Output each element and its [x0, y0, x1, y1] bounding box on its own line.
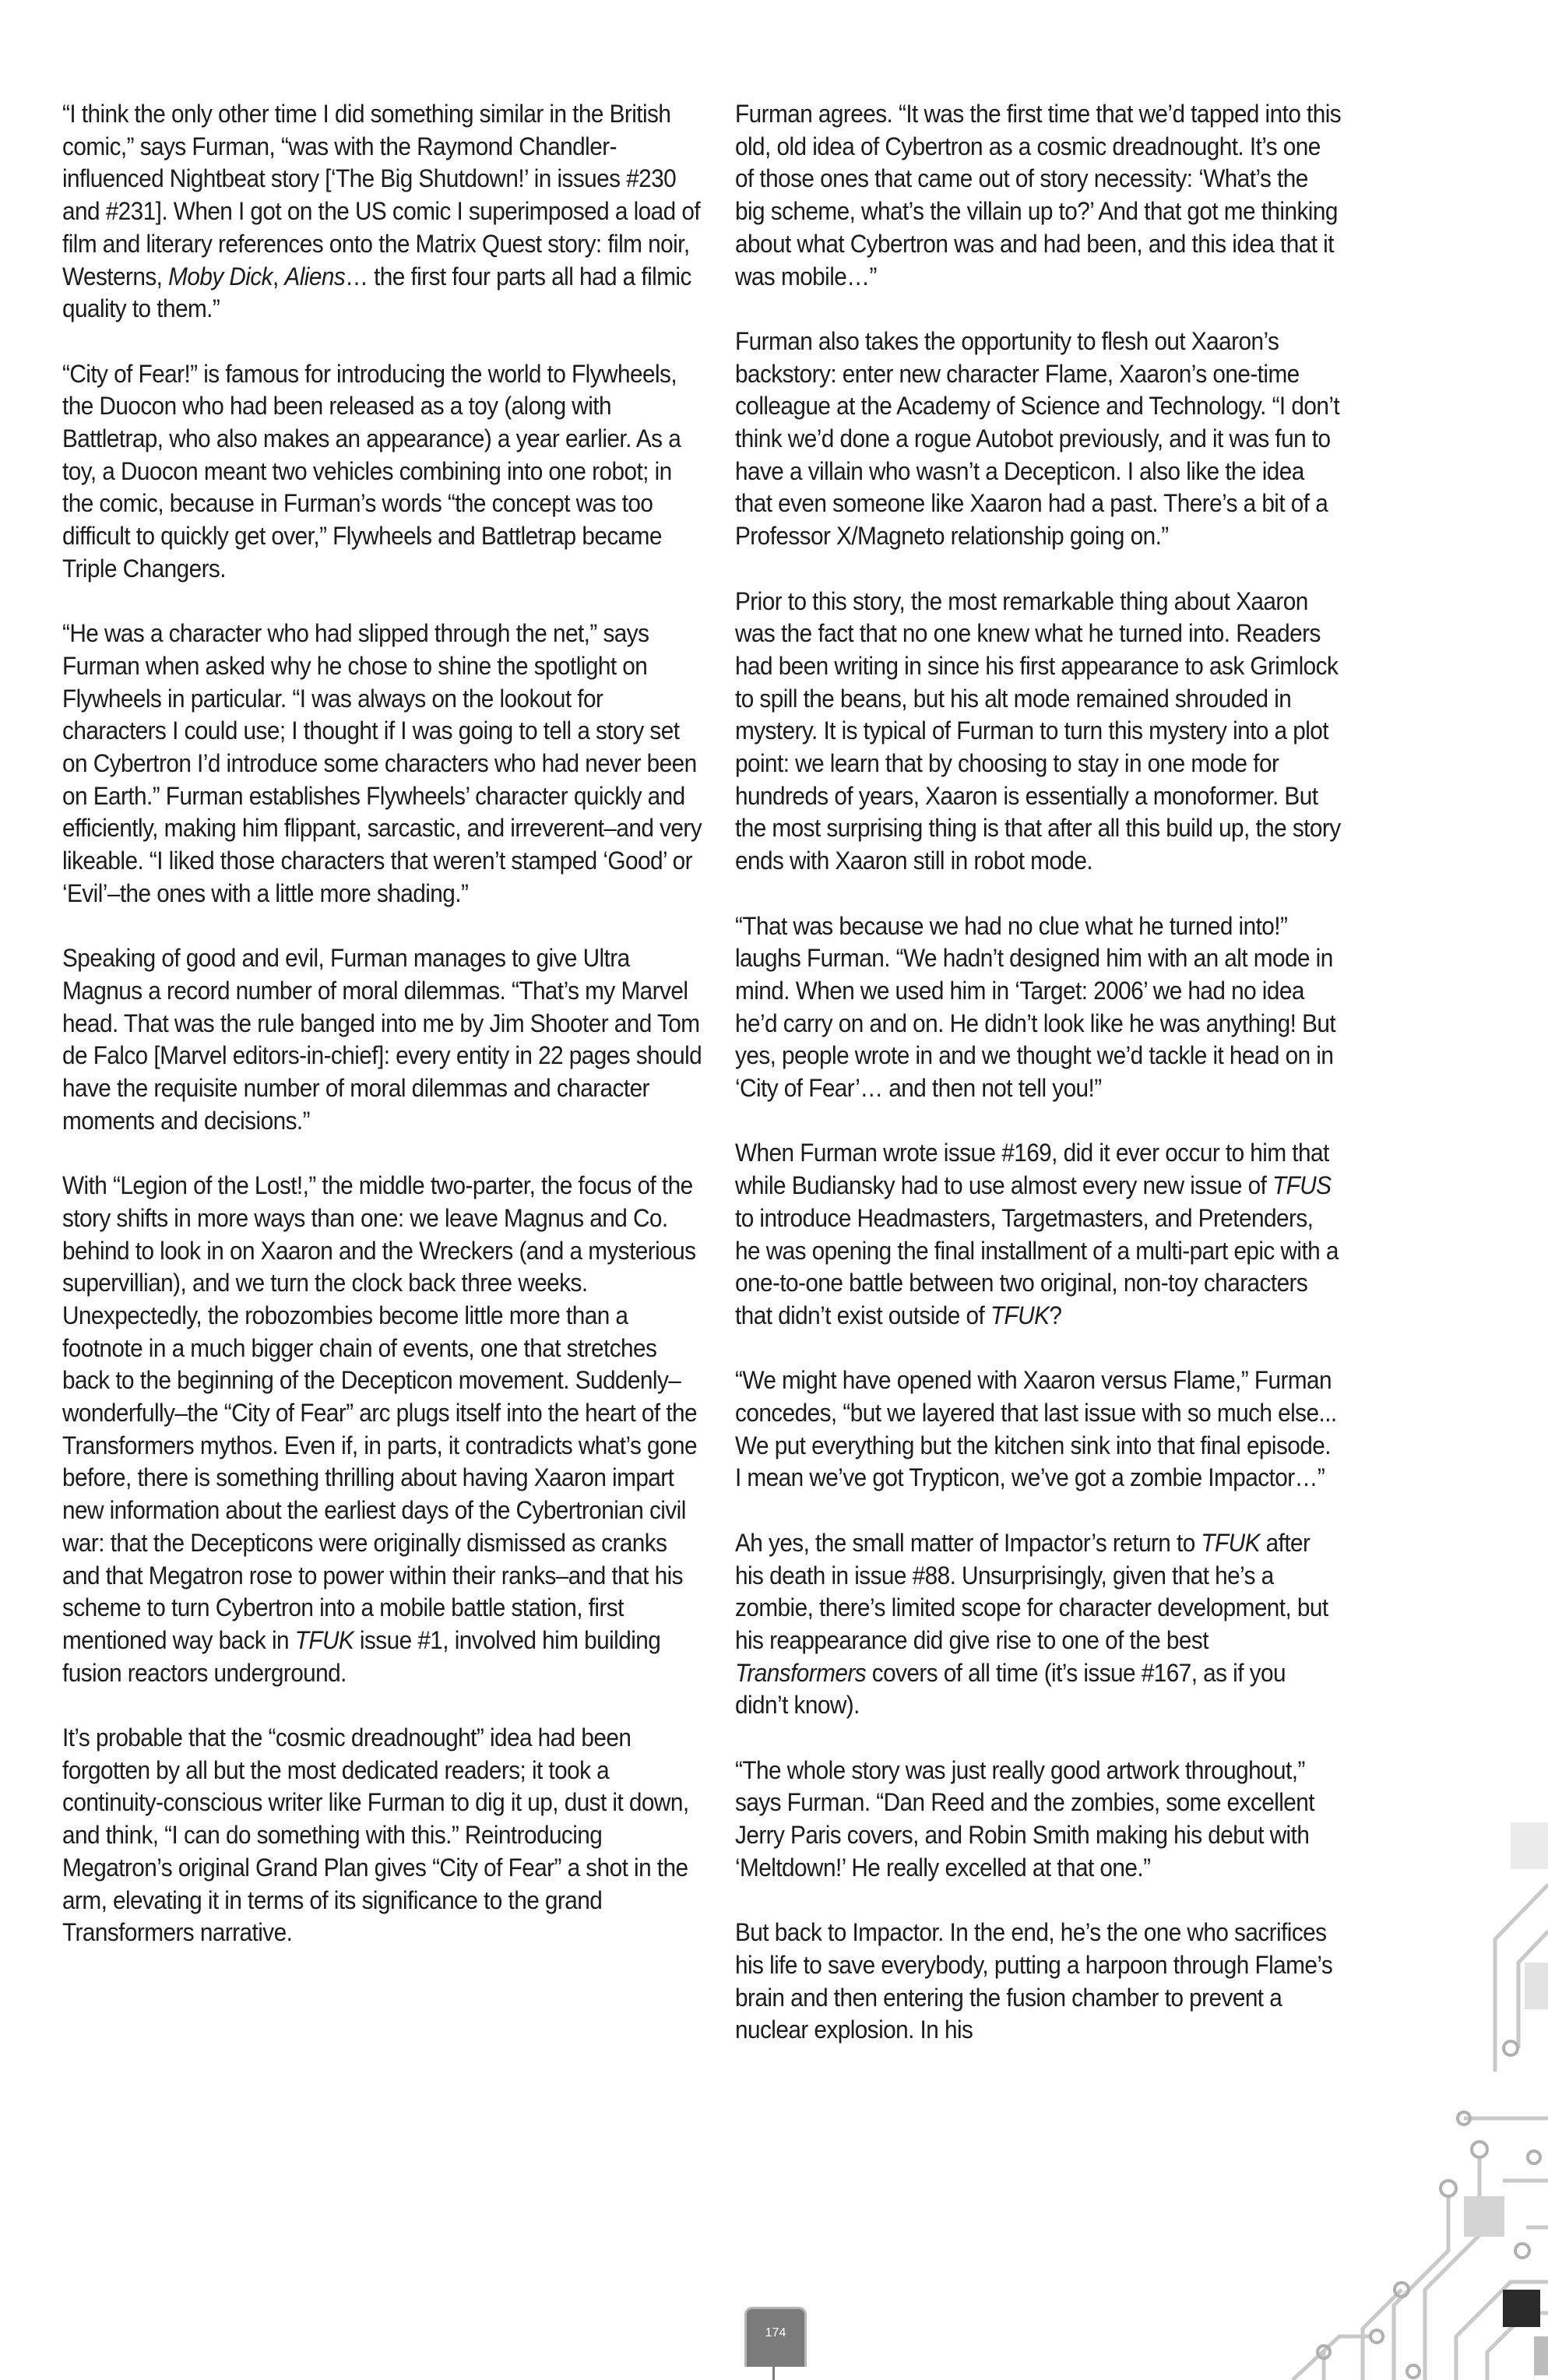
paragraph: Speaking of good and evil, Furman manages to give Ultra Magnus a record number of moral dilemmas. “That’s my Marvel head. That was the rule banged into me by Jim Shooter and Tom de Falco [Marvel editors-in-chief]: every entity in 22 pages should have the requisite number of moral dilemmas and character moments and decisions.”: [62, 944, 702, 1135]
paragraph: Ah yes, the small matter of Impactor’s return to TFUK after his death in issue #88. Unsurprisingly, given that he’s a zombie, there’s limited scope for character development, but his reappearance did give rise to one of the best Transformers covers of all time (it’s issue #167, as if you didn’t know).: [735, 1528, 1328, 1720]
paragraph: “The whole story was just really good artwork throughout,” says Furman. “Dan Reed and the zombies, some excellent Jerry Paris covers, and Robin Smith making his debut with ‘Meltdown!’ He really excelled at that one.”: [735, 1755, 1314, 1882]
paragraph: With “Legion of the Lost!,” the middle two-parter, the focus of the story shifts in more ways than one: we leave Magnus and Co. behind to look in on Xaaron and the Wreckers (and a mysterious supervillian), and we turn the clock back three weeks. Unexpectedly, the robozombies become little more than a footnote in a much bigger chain of events, one that stretches back to the beginning of the Decepticon movement. Suddenly–wonderfully–the “City of Fear” arc plugs itself into the heart of the Transformers mythos. Even if, in parts, it contradicts what’s gone before, there is something thrilling about having Xaaron impart new information about the earliest days of the Cybertronian civil war: that the Decepticons were originally dismissed as cranks and that Megatron rose to power within their ranks–and that his scheme to turn Cybertron into a mobile battle station, first mentioned way back in TFUK issue #1, involved him building fusion reactors underground.: [62, 1171, 698, 1687]
right-text-column: [735, 98, 1342, 2079]
paragraph: “That was because we had no clue what he turned into!” laughs Furman. “We hadn’t designed him with an alt mode in mind. When we used him in ‘Target: 2006’ we had no idea he’d carry on and on. He didn’t look like he was anything! But yes, people wrote in and we thought we’d tackle it head on in ‘City of Fear’… and then not tell you!”: [735, 911, 1336, 1103]
page-number: 174: [765, 2326, 786, 2340]
paragraph: But back to Impactor. In the end, he’s the one who sacrifices his life to save everybody, putting a harpoon through Flame’s brain and then entering the fusion chamber to prevent a nuclear explosion. In his: [735, 1918, 1333, 2044]
paragraph: When Furman wrote issue #169, did it ever occur to him that while Budiansky had to use almost every new issue of TFUS to introduce Headmasters, Targetmasters, and Pretenders, he was opening the final installment of a multi-part epic with a one-to-one battle between two original, non-toy characters that didn’t exist outside of TFUK?: [735, 1139, 1339, 1329]
paragraph: “I think the only other time I did something similar in the British comic,” says Furman, “was with the Raymond Chandler-influenced Nightbeat story [‘The Big Shutdown!’ in issues #230 and #231]. When I got on the US comic I superimposed a load of film and literary references onto the Matrix Quest story: film noir, Westerns, Moby Dick, Aliens… the first four parts all had a filmic quality to them.”: [62, 100, 701, 323]
paragraph: Furman also takes the opportunity to flesh out Xaaron’s backstory: enter new character Flame, Xaaron’s one-time colleague at the Academy of Science and Technology. “I don’t think we’d done a rogue Autobot previously, and it was fun to have a villain who wasn’t a Decepticon. I also like the idea that even someone like Xaaron had a past. There’s a bit of a Professor X/Magneto relationship going on.”: [735, 326, 1340, 551]
page-number-tab: [744, 2307, 807, 2367]
paragraph: Furman agrees. “It was the first time that we’d tapped into this old, old idea of Cybertron as a cosmic dreadnought. It’s one of those ones that came out of story necessity: ‘What’s the big scheme, what’s the villain up to?’ And that got me thinking about what Cybertron was and had been, and this idea that it was mobile…”: [735, 100, 1342, 290]
left-text-column: [62, 98, 705, 1982]
paragraph: “City of Fear!” is famous for introducing the world to Flywheels, the Duocon who had been released as a toy (along with Battletrap, who also makes an appearance) a year earlier. As a toy, a Duocon meant two vehicles combining into one robot; in the comic, because in Furman’s words “the concept was too difficult to quickly get over,” Flywheels and Battletrap became Triple Changers.: [62, 359, 681, 583]
paragraph: It’s probable that the “cosmic dreadnought” idea had been forgotten by all but the most dedicated readers; it took a continuity-conscious writer like Furman to dig it up, dust it down, and think, “I can do something with this.” Reintroducing Megatron’s original Grand Plan gives “City of Fear” a shot in the arm, elevating it in terms of its significance to the grand Transformers narrative.: [62, 1723, 689, 1947]
page-tab-stem: [772, 2364, 775, 2380]
paragraph: “We might have opened with Xaaron versus Flame,” Furman concedes, “but we layered that last issue with so much else... We put everything but the kitchen sink into that final episode. I mean we’ve got Trypticon, we’ve got a zombie Impactor…”: [735, 1366, 1337, 1492]
paragraph: “He was a character who had slipped through the net,” says Furman when asked why he chose to shine the spotlight on Flywheels in particular. “I was always on the lookout for characters I could use; I thought if I was going to tell a story set on Cybertron I’d introduce some characters who had never been on Earth.” Furman establishes Flywheels’ character quickly and efficiently, making him flippant, sarcastic, and irreverent–and very likeable. “I liked those characters that weren’t stamped ‘Good’ or ‘Evil’–the ones with a little more shading.”: [62, 619, 702, 907]
circuit-board-decoration: [1168, 1791, 1548, 2380]
paragraph: Prior to this story, the most remarkable thing about Xaaron was the fact that no one knew what he turned into. Readers had been writing in since his first appearance to ask Grimlock to spill the beans, but his alt mode remained shrouded in mystery. It is typical of Furman to turn this mystery into a plot point: we learn that by choosing to stay in one mode for hundreds of years, Xaaron is essentially a monoformer. But the most surprising thing is that after all this build up, the story ends with Xaaron still in robot mode.: [735, 586, 1341, 875]
